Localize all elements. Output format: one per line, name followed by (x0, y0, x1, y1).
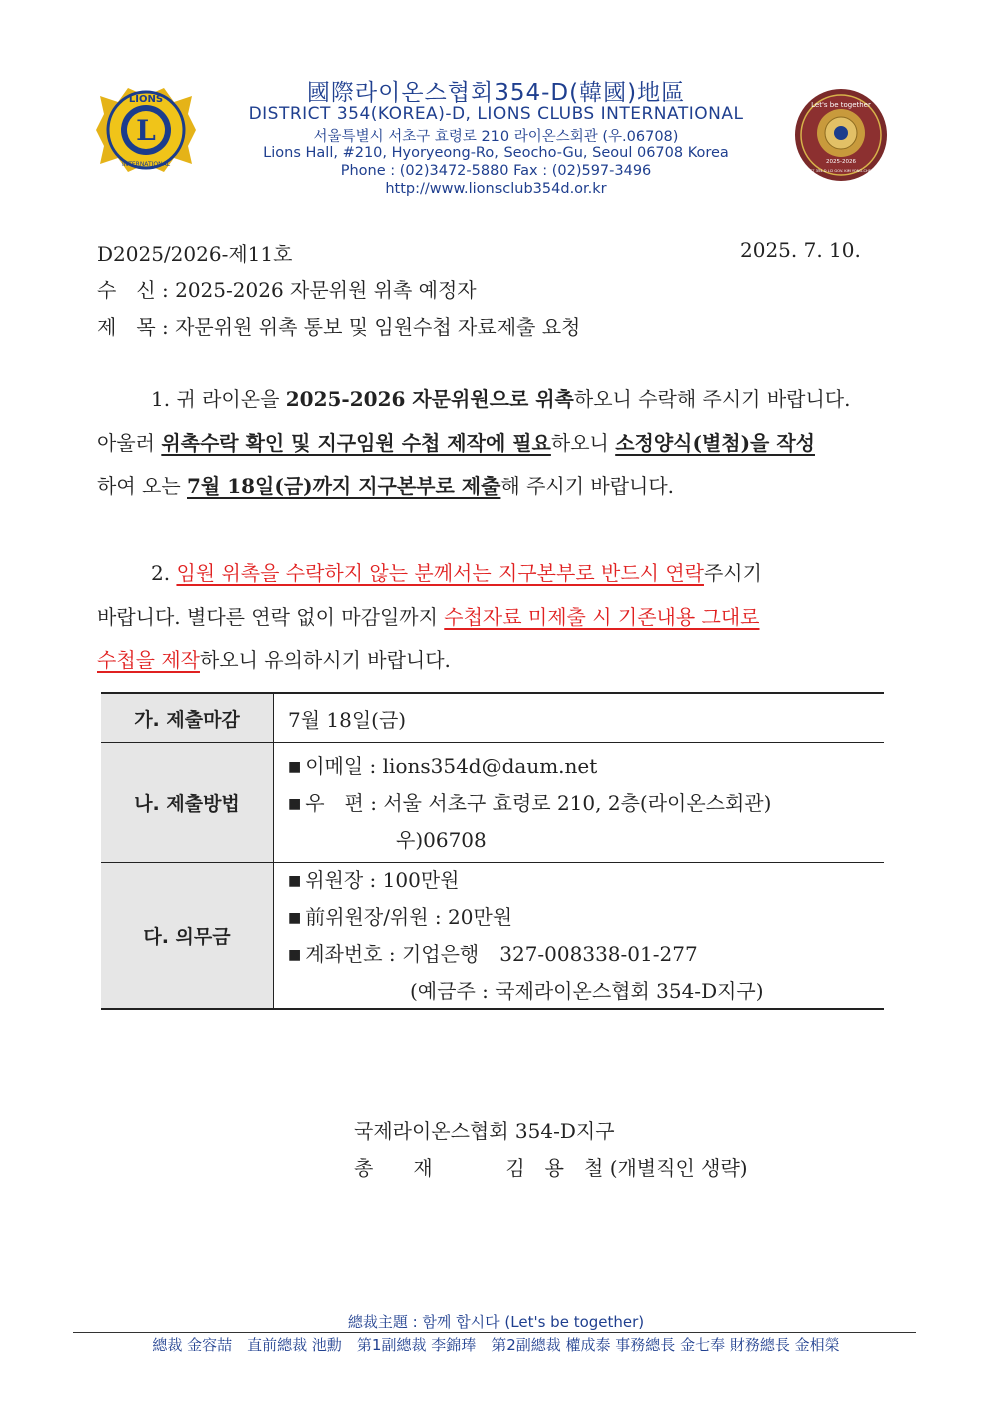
submission-info-table (101, 692, 884, 1010)
website-link[interactable]: http://www.lionsclub354d.or.kr (385, 181, 607, 197)
method-value (274, 743, 885, 863)
dues-label: 다. 의무금 (101, 863, 274, 1010)
square-bullet-icon: ■ (288, 795, 302, 812)
text: 하오니 (550, 431, 616, 455)
dues-chair: 위원장 : 100만원 (305, 868, 460, 892)
text: 하여 오는 (97, 474, 187, 498)
deadline-value (274, 693, 885, 743)
address-en: Lions Hall, #210, Hyoryeong-Ro, Seocho-Gu, Seoul 06708 Korea (263, 145, 729, 161)
dues-value (274, 863, 885, 1010)
table-row (101, 863, 884, 1010)
emblem-bottom-text: DIST 354-D LCI GOV. KIM YONG-CHEOL (806, 169, 876, 173)
email-line (288, 749, 884, 786)
para2-line3 (97, 644, 897, 673)
signature-org: 국제라이온스협회 354-D지구 (354, 1119, 615, 1143)
logo-top-text: LIONS (128, 94, 164, 105)
recipient: 2025-2026 자문위원 위촉 예정자 (175, 278, 477, 302)
post-line (288, 786, 884, 823)
text: 1. 귀 라이온을 (151, 387, 286, 411)
emphasis-deadline: 7월 18일(금)까지 지구본부로 제출 (187, 474, 501, 498)
square-bullet-icon: ■ (288, 910, 302, 926)
email[interactable]: 이메일 : lions354d@daum.net (305, 753, 598, 778)
signature-note: (개별직인 생략) (609, 1156, 748, 1180)
para1-line1 (97, 383, 951, 412)
signature-name: 김 용 철 (505, 1156, 604, 1180)
square-bullet-icon: ■ (288, 947, 302, 963)
dues-member: 前위원장/위원 : 20만원 (305, 905, 513, 929)
warning-production: 수첩을 제작 (97, 648, 200, 672)
governor-theme: 總裁主題 : 함께 합시다 (Let's be together) (347, 1313, 645, 1331)
table-row (101, 693, 884, 743)
text: 주시기 (703, 561, 762, 585)
subject: 자문위원 위촉 통보 및 임원수첩 자료제출 요청 (175, 315, 581, 339)
square-bullet-icon: ■ (288, 758, 302, 775)
text: 하오니 유의하시기 바랍니다. (199, 648, 451, 672)
para1-line3 (97, 470, 897, 499)
warning-default: 수첩자료 미제출 시 기존내용 그대로 (444, 605, 760, 629)
post-address: 우 편 : 서울 서초구 효령로 210, 2층(라이온스회관) (305, 790, 772, 815)
subject-line (97, 311, 580, 340)
district-name-en: DISTRICT 354(KOREA)-D, LIONS CLUBS INTERNATIONAL (248, 104, 744, 124)
district-officers: 總裁 金容喆 直前總裁 池勳 第1副總裁 李錦琫 第2副總裁 權成泰 事務總長 金七奉 財務總長 金相榮 (152, 1336, 840, 1354)
recipient-label: 수 신 : (97, 278, 169, 302)
emphasis-form: 소정양식(별첨)을 작성 (615, 431, 815, 455)
document-number: D2025/2026-제11호 (97, 242, 293, 266)
text: 하오니 수락해 주시기 바랍니다. (573, 387, 851, 411)
logo-bottom-text: INTERNATIONAL (121, 161, 171, 168)
text: 아울러 (97, 431, 162, 455)
table-row (101, 743, 884, 863)
account-number: 계좌번호 : 기업은행 327-008338-01-277 (305, 942, 698, 966)
dues-chair-line (288, 863, 884, 900)
post-zip: 우)06708 (396, 827, 487, 852)
emphasis-appointment: 2025-2026 자문위원으로 위촉 (285, 387, 574, 411)
square-bullet-icon: ■ (288, 873, 302, 889)
signature-title: 총 재 (354, 1156, 433, 1180)
warning-contact: 임원 위촉을 수락하지 않는 분께서는 지구본부로 반드시 연락 (176, 561, 704, 585)
recipient-line (97, 274, 477, 303)
deadline-label: 가. 제출마감 (101, 693, 274, 743)
text: 바랍니다. 별다른 연락 없이 마감일까지 (97, 605, 445, 629)
emblem-years: 2025-2026 (826, 159, 856, 165)
text: 2. (151, 561, 177, 585)
text: 해 주시기 바랍니다. (500, 474, 675, 498)
dues-member-line (288, 900, 884, 937)
deadline: 7월 18일(금) (288, 707, 407, 732)
account-line (288, 937, 884, 974)
para2-line1 (97, 557, 951, 586)
phone-fax: Phone : (02)3472-5880 Fax : (02)597-3496 (340, 163, 652, 179)
emphasis-purpose: 위촉수락 확인 및 지구임원 수첩 제작에 필요 (161, 431, 551, 455)
para1-line2 (97, 427, 897, 456)
method-label: 나. 제출방법 (101, 743, 274, 863)
emblem-top-text: Let's be together (811, 101, 871, 109)
district-title: 國際라이온스협회354-D(韓國)地區 (306, 80, 686, 106)
footer-divider (73, 1332, 916, 1333)
account-holder: (예금주 : 국제라이온스협회 354-D지구) (410, 979, 764, 1003)
subject-label: 제 목 : (97, 315, 169, 339)
address-ko: 서울특별시 서초구 효령로 210 라이온스회관 (우.06708) (313, 129, 679, 145)
logo-center-letter: L (136, 114, 156, 147)
document-date: 2025. 7. 10. (740, 238, 861, 262)
para2-line2 (97, 601, 897, 630)
signature-line (354, 1152, 748, 1181)
